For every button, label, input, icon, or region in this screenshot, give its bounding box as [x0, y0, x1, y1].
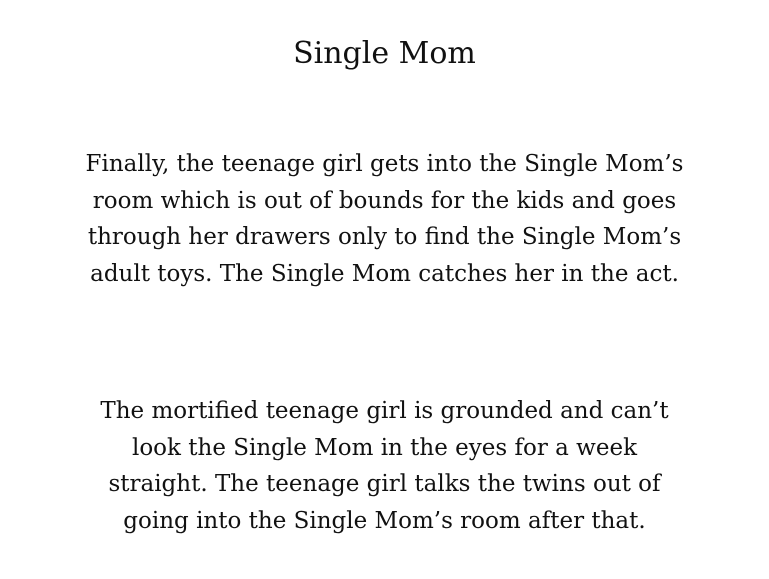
- paragraph-1: Finally, the teenage girl gets into the Single Mom’s room which is out of bounds for the kids and goes through her drawers only to find the Single Mom’s adult toys. The Single Mom catches her in the act.: [85, 151, 684, 287]
- paragraph-2: The mortified teenage girl is grounded and can’t look the Single Mom in the eyes for a week straight. The teenage girl talks the twins out of going into the Single Mom’s room after that.: [100, 398, 669, 534]
- document-title: Single Mom: [293, 36, 476, 71]
